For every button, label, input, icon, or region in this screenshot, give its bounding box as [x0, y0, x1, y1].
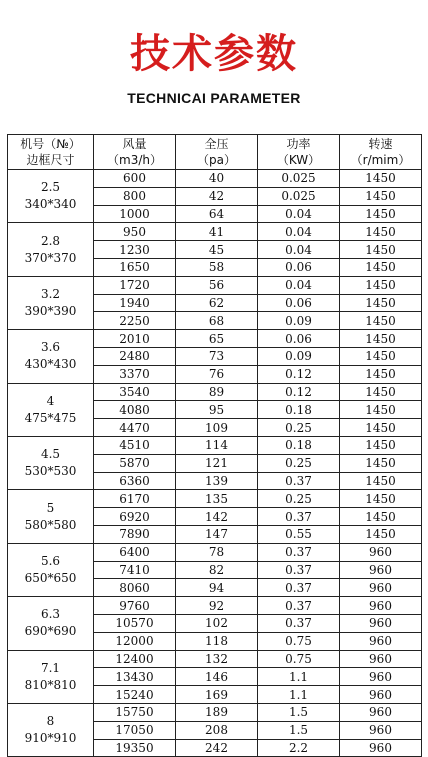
- power-cell: 0.04: [258, 276, 340, 294]
- airflow-cell: 15750: [94, 703, 176, 721]
- airflow-cell: 1940: [94, 294, 176, 312]
- airflow-cell: 6920: [94, 508, 176, 526]
- frame-size: 340*340: [24, 197, 77, 212]
- header-airflow-unit: （m3/h）: [107, 153, 162, 167]
- parameter-table: [7, 134, 422, 757]
- frame-size: 430*430: [24, 357, 77, 372]
- power-cell: 0.37: [258, 472, 340, 490]
- model-cell: [8, 650, 94, 703]
- speed-cell: 960: [340, 703, 422, 721]
- speed-cell: 960: [340, 632, 422, 650]
- frame-size: 580*580: [24, 517, 77, 532]
- airflow-cell: 13430: [94, 668, 176, 686]
- header-pressure-unit: （pa）: [197, 153, 236, 167]
- frame-size: 810*810: [24, 677, 77, 692]
- power-cell: 2.2: [258, 739, 340, 757]
- model-number: 8: [46, 714, 55, 729]
- model-cell: [8, 170, 94, 223]
- power-cell: 1.1: [258, 686, 340, 704]
- pressure-cell: 95: [176, 401, 258, 419]
- power-cell: 0.25: [258, 419, 340, 437]
- frame-size: 370*370: [24, 250, 77, 265]
- power-cell: 0.55: [258, 525, 340, 543]
- model-number: 3.6: [40, 340, 61, 355]
- airflow-cell: 8060: [94, 579, 176, 597]
- speed-cell: 960: [340, 739, 422, 757]
- speed-cell: 1450: [340, 436, 422, 454]
- pressure-cell: 65: [176, 330, 258, 348]
- pressure-cell: 73: [176, 347, 258, 365]
- airflow-cell: 10570: [94, 614, 176, 632]
- airflow-cell: 950: [94, 223, 176, 241]
- pressure-cell: 121: [176, 454, 258, 472]
- header-model-label: 机号（№）: [20, 137, 81, 151]
- pressure-cell: 118: [176, 632, 258, 650]
- speed-cell: 1450: [340, 383, 422, 401]
- airflow-cell: 1000: [94, 205, 176, 223]
- speed-cell: 1450: [340, 401, 422, 419]
- pressure-cell: 82: [176, 561, 258, 579]
- speed-cell: 1450: [340, 294, 422, 312]
- speed-cell: 960: [340, 686, 422, 704]
- frame-size: 910*910: [24, 731, 77, 746]
- model-cell: [8, 276, 94, 329]
- power-cell: 0.25: [258, 490, 340, 508]
- table-row: [8, 330, 422, 348]
- model-cell: [8, 436, 94, 489]
- speed-cell: 1450: [340, 525, 422, 543]
- power-cell: 0.06: [258, 330, 340, 348]
- airflow-cell: 7410: [94, 561, 176, 579]
- speed-cell: 960: [340, 543, 422, 561]
- power-cell: 0.04: [258, 223, 340, 241]
- airflow-cell: 600: [94, 170, 176, 188]
- speed-cell: 960: [340, 561, 422, 579]
- power-cell: 0.025: [258, 187, 340, 205]
- airflow-cell: 6360: [94, 472, 176, 490]
- frame-size: 390*390: [24, 303, 77, 318]
- pressure-cell: 58: [176, 258, 258, 276]
- power-cell: 0.18: [258, 436, 340, 454]
- pressure-cell: 242: [176, 739, 258, 757]
- speed-cell: 1450: [340, 223, 422, 241]
- power-cell: 0.37: [258, 614, 340, 632]
- speed-cell: 1450: [340, 258, 422, 276]
- table-row: [8, 223, 422, 241]
- header-airflow: [94, 135, 176, 170]
- power-cell: 0.37: [258, 543, 340, 561]
- speed-cell: 1450: [340, 276, 422, 294]
- model-cell: [8, 383, 94, 436]
- power-cell: 0.12: [258, 365, 340, 383]
- speed-cell: 960: [340, 650, 422, 668]
- airflow-cell: 9760: [94, 597, 176, 615]
- speed-cell: 1450: [340, 170, 422, 188]
- pressure-cell: 94: [176, 579, 258, 597]
- model-number: 2.8: [40, 233, 61, 248]
- speed-cell: 960: [340, 668, 422, 686]
- airflow-cell: 4510: [94, 436, 176, 454]
- page-subtitle: TECHNICAI PARAMETER: [127, 90, 301, 106]
- speed-cell: 960: [340, 579, 422, 597]
- airflow-cell: 19350: [94, 739, 176, 757]
- pressure-cell: 189: [176, 703, 258, 721]
- power-cell: 0.18: [258, 401, 340, 419]
- airflow-cell: 5870: [94, 454, 176, 472]
- airflow-cell: 4080: [94, 401, 176, 419]
- header-speed-unit: （r/mim）: [350, 153, 411, 167]
- speed-cell: 1450: [340, 472, 422, 490]
- table-row: [8, 543, 422, 561]
- model-cell: [8, 597, 94, 650]
- airflow-cell: 1230: [94, 241, 176, 259]
- pressure-cell: 45: [176, 241, 258, 259]
- model-cell: [8, 223, 94, 276]
- speed-cell: 960: [340, 721, 422, 739]
- airflow-cell: 2010: [94, 330, 176, 348]
- header-speed-label: 转速: [368, 137, 393, 151]
- header-power-label: 功率: [286, 137, 311, 151]
- pressure-cell: 132: [176, 650, 258, 668]
- speed-cell: 1450: [340, 490, 422, 508]
- power-cell: 0.75: [258, 632, 340, 650]
- header-pressure-label: 全压: [204, 137, 229, 151]
- airflow-cell: 800: [94, 187, 176, 205]
- pressure-cell: 114: [176, 436, 258, 454]
- power-cell: 0.25: [258, 454, 340, 472]
- frame-size: 690*690: [24, 624, 77, 639]
- model-cell: [8, 490, 94, 543]
- page-title: 技术参数: [130, 31, 298, 77]
- speed-cell: 1450: [340, 347, 422, 365]
- table-row: [8, 597, 422, 615]
- pressure-cell: 56: [176, 276, 258, 294]
- header-power: [258, 135, 340, 170]
- pressure-cell: 89: [176, 383, 258, 401]
- power-cell: 0.37: [258, 597, 340, 615]
- power-cell: 0.06: [258, 258, 340, 276]
- pressure-cell: 135: [176, 490, 258, 508]
- power-cell: 0.37: [258, 561, 340, 579]
- pressure-cell: 208: [176, 721, 258, 739]
- model-number: 4: [46, 393, 55, 408]
- power-cell: 0.06: [258, 294, 340, 312]
- frame-size: 530*530: [24, 464, 77, 479]
- table-row: [8, 490, 422, 508]
- pressure-cell: 147: [176, 525, 258, 543]
- power-cell: 0.09: [258, 312, 340, 330]
- model-number: 4.5: [40, 447, 61, 462]
- power-cell: 0.37: [258, 579, 340, 597]
- pressure-cell: 142: [176, 508, 258, 526]
- airflow-cell: 3540: [94, 383, 176, 401]
- speed-cell: 1450: [340, 241, 422, 259]
- model-number: 6.3: [40, 607, 61, 622]
- table-row: [8, 170, 422, 188]
- airflow-cell: 17050: [94, 721, 176, 739]
- airflow-cell: 2250: [94, 312, 176, 330]
- header-model: [8, 135, 94, 170]
- pressure-cell: 68: [176, 312, 258, 330]
- header-model-sub: 边框尺寸: [26, 153, 75, 167]
- speed-cell: 1450: [340, 508, 422, 526]
- table-row: [8, 276, 422, 294]
- pressure-cell: 146: [176, 668, 258, 686]
- header-speed: [340, 135, 422, 170]
- airflow-cell: 12400: [94, 650, 176, 668]
- pressure-cell: 42: [176, 187, 258, 205]
- airflow-cell: 12000: [94, 632, 176, 650]
- speed-cell: 1450: [340, 365, 422, 383]
- table-row: [8, 703, 422, 721]
- power-cell: 0.09: [258, 347, 340, 365]
- pressure-cell: 78: [176, 543, 258, 561]
- pressure-cell: 139: [176, 472, 258, 490]
- pressure-cell: 102: [176, 614, 258, 632]
- power-cell: 0.75: [258, 650, 340, 668]
- pressure-cell: 62: [176, 294, 258, 312]
- model-cell: [8, 543, 94, 596]
- pressure-cell: 109: [176, 419, 258, 437]
- table-row: [8, 436, 422, 454]
- pressure-cell: 92: [176, 597, 258, 615]
- airflow-cell: 1650: [94, 258, 176, 276]
- pressure-cell: 169: [176, 686, 258, 704]
- speed-cell: 1450: [340, 205, 422, 223]
- power-cell: 1.5: [258, 721, 340, 739]
- speed-cell: 960: [340, 597, 422, 615]
- airflow-cell: 15240: [94, 686, 176, 704]
- power-cell: 1.1: [258, 668, 340, 686]
- speed-cell: 1450: [340, 312, 422, 330]
- model-number: 5.6: [40, 553, 61, 568]
- power-cell: 0.025: [258, 170, 340, 188]
- airflow-cell: 1720: [94, 276, 176, 294]
- speed-cell: 1450: [340, 454, 422, 472]
- pressure-cell: 76: [176, 365, 258, 383]
- power-cell: 0.04: [258, 205, 340, 223]
- header-pressure: [176, 135, 258, 170]
- power-cell: 0.12: [258, 383, 340, 401]
- table-row: [8, 383, 422, 401]
- model-cell: [8, 330, 94, 383]
- airflow-cell: 7890: [94, 525, 176, 543]
- airflow-cell: 4470: [94, 419, 176, 437]
- speed-cell: 1450: [340, 187, 422, 205]
- power-cell: 0.37: [258, 508, 340, 526]
- frame-size: 650*650: [24, 570, 77, 585]
- header-power-unit: （KW）: [276, 153, 321, 167]
- airflow-cell: 6170: [94, 490, 176, 508]
- model-number: 3.2: [40, 286, 61, 301]
- frame-size: 475*475: [24, 410, 77, 425]
- table-header-row: [8, 135, 422, 170]
- model-number: 5: [46, 500, 55, 515]
- table-body: [8, 170, 422, 757]
- speed-cell: 960: [340, 614, 422, 632]
- model-number: 7.1: [40, 660, 61, 675]
- pressure-cell: 40: [176, 170, 258, 188]
- model-cell: [8, 703, 94, 756]
- airflow-cell: 2480: [94, 347, 176, 365]
- power-cell: 1.5: [258, 703, 340, 721]
- power-cell: 0.04: [258, 241, 340, 259]
- speed-cell: 1450: [340, 419, 422, 437]
- model-number: 2.5: [40, 180, 61, 195]
- airflow-cell: 6400: [94, 543, 176, 561]
- pressure-cell: 64: [176, 205, 258, 223]
- speed-cell: 1450: [340, 330, 422, 348]
- header-airflow-label: 风量: [122, 137, 147, 151]
- table-row: [8, 650, 422, 668]
- pressure-cell: 41: [176, 223, 258, 241]
- airflow-cell: 3370: [94, 365, 176, 383]
